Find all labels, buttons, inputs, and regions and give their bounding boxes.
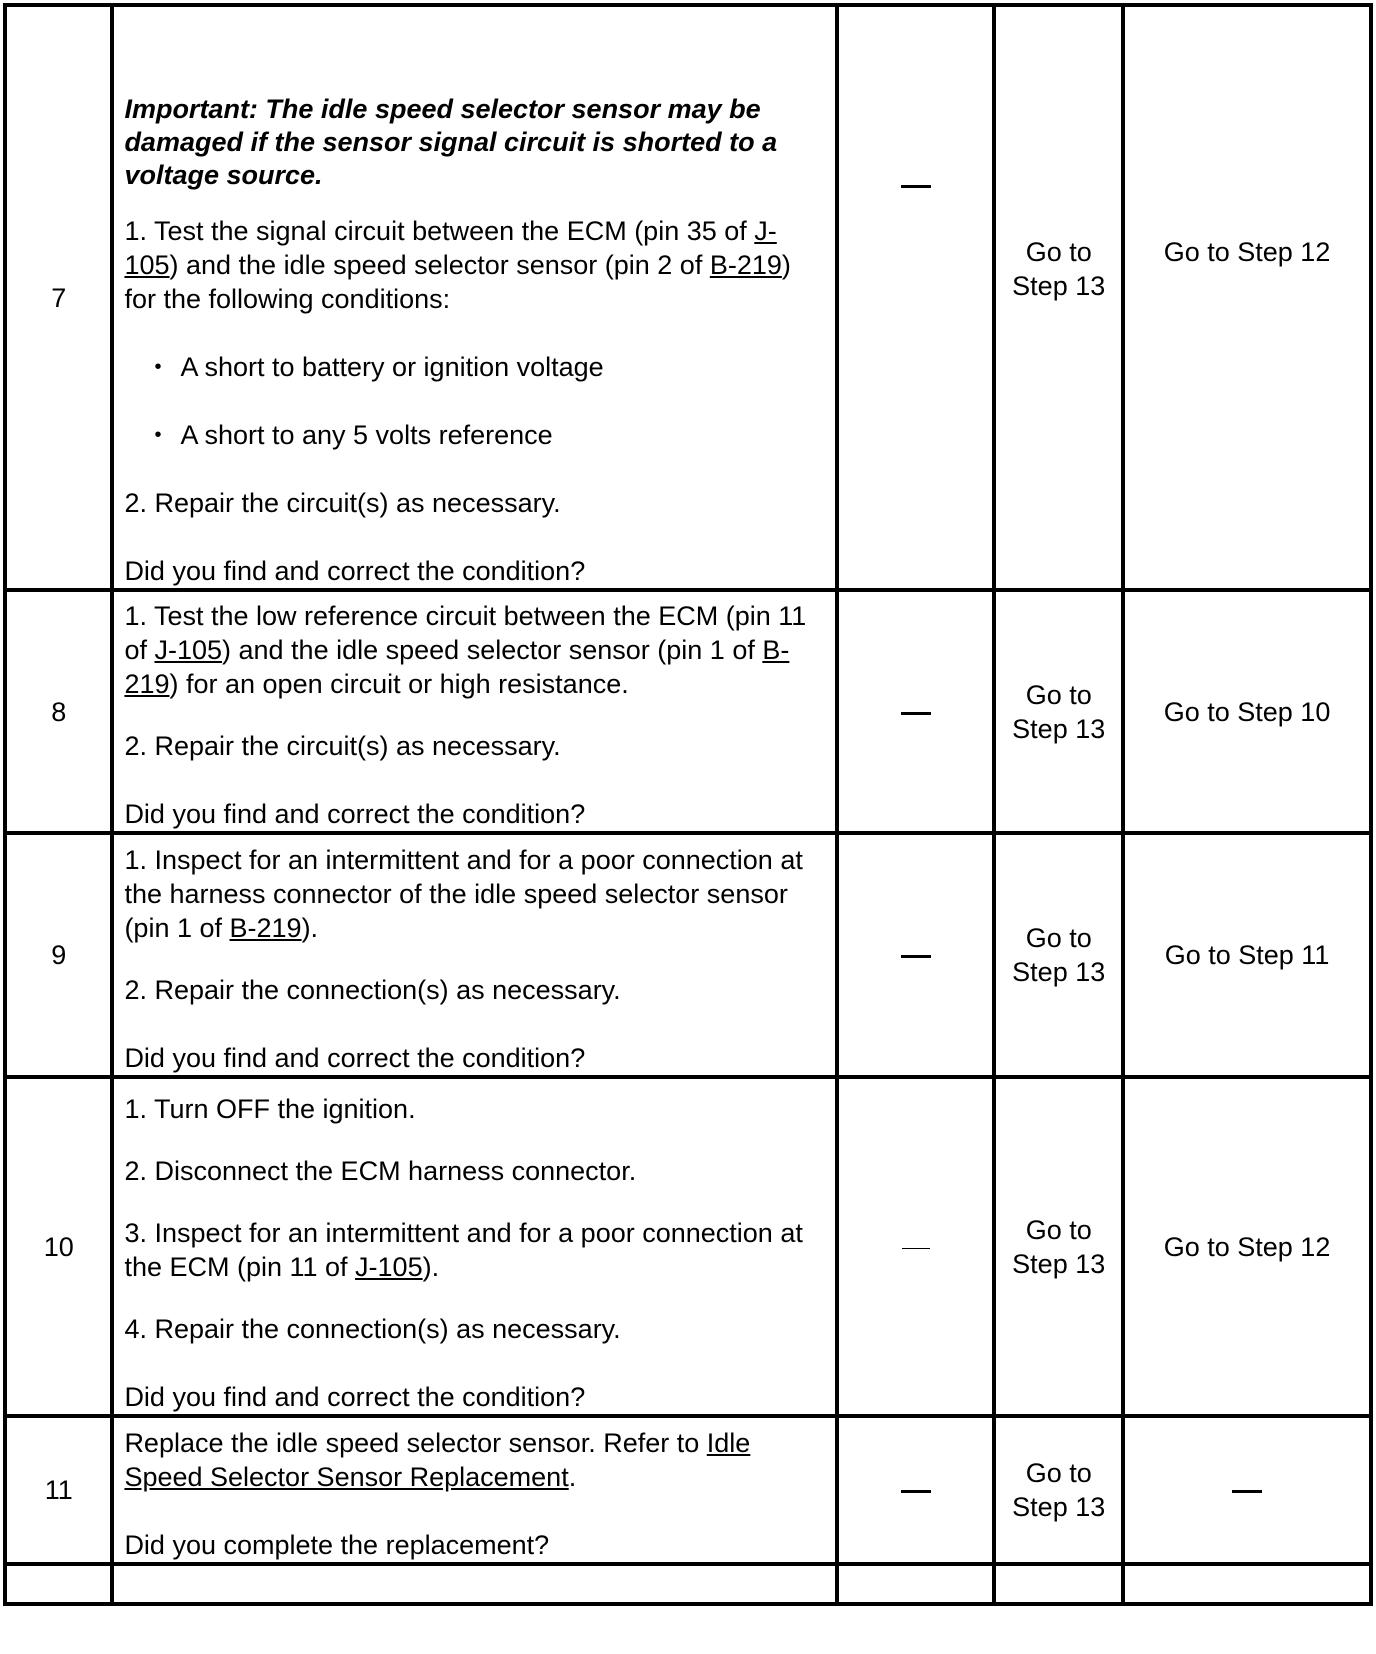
action-question: Did you find and correct the condition? <box>124 1382 586 1412</box>
no-cell <box>1123 1416 1371 1564</box>
step-number: 10 <box>5 1077 112 1416</box>
action-question: Did you complete the replacement? <box>124 1530 550 1560</box>
value-cell <box>837 833 994 1077</box>
yes-cell: Go to Step 13 <box>994 1416 1123 1564</box>
dash-icon <box>901 185 931 188</box>
no-cell: Go to Step 12 <box>1123 5 1371 590</box>
value-cell <box>837 590 994 833</box>
action-cell <box>112 1077 836 1416</box>
table-row-step-7 <box>5 5 1371 590</box>
no-cell <box>1123 1564 1371 1604</box>
action-step-3: 3. Inspect for an intermittent and for a poor connection at the ECM (pin 11 of J-105). <box>124 1218 803 1282</box>
value-cell <box>837 1077 994 1416</box>
action-step-1: Replace the idle speed selector sensor. Refer to Idle Speed Selector Sensor Replacement. <box>124 1428 751 1492</box>
action-step-1: 1. Inspect for an intermittent and for a poor connection at the harness connector of the idle speed selector sensor (pin 1 of B-219). <box>124 845 803 943</box>
no-cell: Go to Step 11 <box>1123 833 1371 1077</box>
action-step-1: 1. Turn OFF the ignition. <box>124 1094 416 1124</box>
action-step-2: 2. Repair the connection(s) as necessary. <box>124 975 621 1005</box>
yes-cell: Go to Step 13 <box>994 5 1123 590</box>
action-step-2: 2. Repair the circuit(s) as necessary. <box>124 488 561 518</box>
connector-link-j105[interactable]: J-105 <box>355 1252 423 1282</box>
step-number: 9 <box>5 833 112 1077</box>
step-number <box>5 1564 112 1604</box>
action-question: Did you find and correct the condition? <box>124 556 586 586</box>
action-cell <box>112 1564 836 1604</box>
no-cell: Go to Step 12 <box>1123 1077 1371 1416</box>
value-cell <box>837 5 994 590</box>
action-question: Did you find and correct the condition? <box>124 799 586 829</box>
step-number: 7 <box>5 5 112 590</box>
bullet-icon: • <box>154 356 162 378</box>
table-row-step-10 <box>5 1077 1371 1416</box>
yes-cell <box>994 1564 1123 1604</box>
action-step-2: 2. Repair the circuit(s) as necessary. <box>124 731 561 761</box>
step-number: 8 <box>5 590 112 833</box>
connector-link-b219[interactable]: B-219 <box>709 250 782 280</box>
bullet-icon: • <box>154 424 162 446</box>
action-step-1: 1. Test the signal circuit between the ECM (pin 35 of J-105) and the idle speed selector sensor (pin 2 of B-219) for the following conditions: <box>124 216 791 314</box>
action-cell <box>112 1416 836 1564</box>
action-step-2: 2. Disconnect the ECM harness connector. <box>124 1156 637 1186</box>
connector-link-j105[interactable]: J-105 <box>154 635 223 665</box>
condition-bullet: • A short to battery or ignition voltage <box>154 352 604 382</box>
dash-icon <box>902 1248 930 1249</box>
table-row-step-11 <box>5 1416 1371 1564</box>
action-step-1: 1. Test the low reference circuit between the ECM (pin 11 of J-105) and the idle speed selector sensor (pin 1 of B-219) for an open circuit or high resistance. <box>124 601 807 699</box>
action-step-4: 4. Repair the connection(s) as necessary. <box>124 1314 621 1344</box>
action-cell <box>112 590 836 833</box>
dash-icon <box>901 1490 931 1493</box>
action-cell <box>112 5 836 590</box>
yes-cell: Go to Step 13 <box>994 1077 1123 1416</box>
dash-icon <box>1232 1490 1262 1493</box>
action-question: Did you find and correct the condition? <box>124 1043 586 1073</box>
table-row-partial <box>5 1564 1371 1604</box>
table-row-step-8 <box>5 590 1371 833</box>
condition-bullet: • A short to any 5 volts reference <box>154 420 553 450</box>
replacement-procedure-link[interactable]: Idle Speed Selector Sensor Replacement <box>124 1428 751 1492</box>
value-cell <box>837 1416 994 1564</box>
no-cell: Go to Step 10 <box>1123 590 1371 833</box>
action-cell <box>112 833 836 1077</box>
yes-cell: Go to Step 13 <box>994 590 1123 833</box>
value-cell <box>837 1564 994 1604</box>
connector-link-b219[interactable]: B-219 <box>124 635 790 699</box>
table-row-step-9 <box>5 833 1371 1077</box>
diagnostic-table <box>3 3 1373 1606</box>
connector-link-b219[interactable]: B-219 <box>229 913 302 943</box>
dash-icon <box>901 712 931 715</box>
step-number: 11 <box>5 1416 112 1564</box>
yes-cell: Go to Step 13 <box>994 833 1123 1077</box>
important-note: Important: The idle speed selector sensor may be damaged if the sensor signal circuit is shorted to a voltage source. <box>124 94 778 190</box>
connector-link-j105[interactable]: J-105 <box>124 216 777 280</box>
dash-icon <box>901 955 931 958</box>
